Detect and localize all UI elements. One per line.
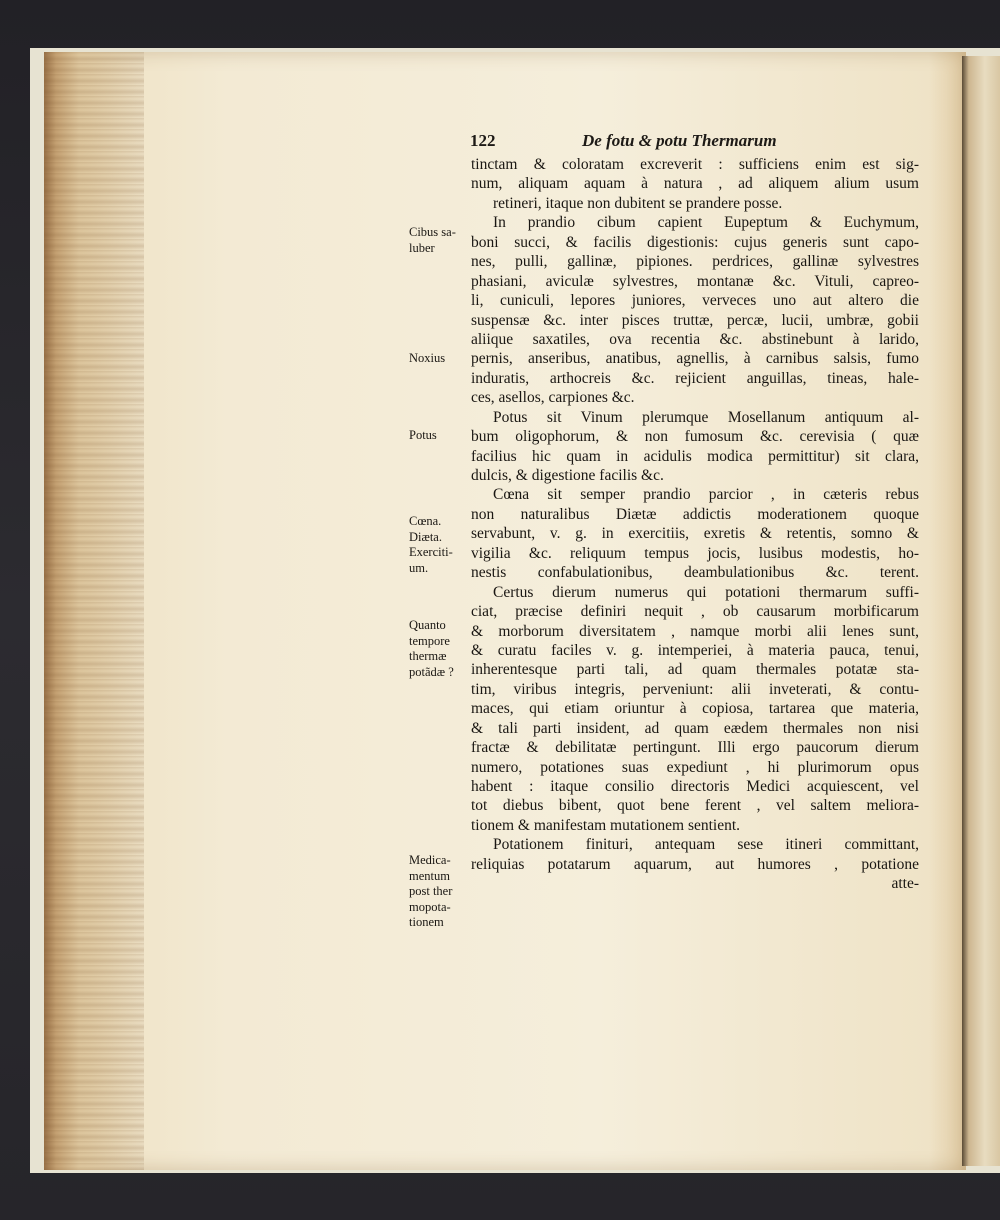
body-line: li, cuniculi, lepores juniores, verveces uno aut altero die bbox=[471, 292, 919, 310]
body-line: Potus sit Vinum plerumque Mosellanum antiquum al- bbox=[493, 408, 919, 426]
body-line: induratis, arthocreis &c. rejicient anguillas, tineas, hale- bbox=[471, 369, 919, 387]
facing-page-edge bbox=[962, 56, 1000, 1166]
body-line: boni succi, & facilis digestionis: cujus generis sunt capo- bbox=[471, 233, 919, 251]
body-line: tinctam & coloratam excreverit : sufficiens enim est sig- bbox=[471, 156, 919, 173]
margin-note-line: thermæ bbox=[409, 649, 447, 663]
margin-note-line: Cibus sa- bbox=[409, 225, 456, 239]
body-line: retineri, itaque non dubitent se prandere posse. bbox=[493, 194, 783, 212]
margin-note-medicamentum bbox=[409, 853, 471, 931]
body-line: Potationem finituri, antequam sese itineri committant, bbox=[493, 836, 919, 854]
running-head bbox=[470, 131, 930, 157]
body-line: facilius hic quam in acidulis modica permittitur) sit clara, bbox=[471, 447, 919, 465]
margin-note-coena bbox=[409, 514, 471, 576]
margin-note-potus bbox=[409, 428, 471, 444]
body-line: tionem & manifestam mutationem sentient. bbox=[471, 816, 741, 834]
margin-note-line: mentum bbox=[409, 868, 450, 883]
body-line: vigilia &c. reliquum tempus jocis, lusibus modestis, ho- bbox=[471, 544, 919, 562]
body-line: tot diebus bibent, quot bene ferent , vel saltem meliora- bbox=[471, 797, 919, 815]
body-line: habent : itaque consilio directoris Medici acquiescent, vel bbox=[471, 778, 919, 795]
margin-note-cibus bbox=[409, 225, 471, 256]
margin-note-line: tionem bbox=[409, 915, 444, 929]
body-line: pernis, anseribus, anatibus, agnellis, à carnibus salsis, fumo bbox=[471, 350, 919, 368]
margin-note-line: Cœna. bbox=[409, 514, 442, 528]
body-line: dulcis, & digestione facilis &c. bbox=[471, 467, 664, 484]
margin-note-line: mopota- bbox=[409, 899, 451, 914]
body-line: ces, asellos, carpiones &c. bbox=[471, 389, 635, 407]
body-line: In prandio cibum capient Eupeptum & Euchymum, bbox=[493, 214, 919, 232]
margin-note-line: Quanto bbox=[409, 618, 446, 632]
margin-note-line: potãdæ ? bbox=[409, 664, 454, 679]
margin-note-line: luber bbox=[409, 240, 435, 255]
margin-note-line: post ther bbox=[409, 884, 453, 898]
body-line: num, aliquam aquam à natura , ad aliquem alium usum bbox=[471, 175, 919, 193]
body-line: ciat, præcise definiri nequit , ob causarum morbificarum bbox=[471, 603, 919, 621]
page-number: 122 bbox=[470, 131, 496, 150]
worn-page-edge bbox=[44, 52, 144, 1170]
body-line: suspensæ &c. inter pisces truttæ, percæ, lucii, umbræ, gobii bbox=[471, 311, 919, 329]
body-line: servabunt, v. g. in exercitiis, exretis & retentis, somno & bbox=[471, 525, 919, 543]
margin-note-line: Diæta. bbox=[409, 529, 442, 544]
body-line: & tali parti insident, ad quam eædem thermales non nisi bbox=[471, 719, 919, 737]
body-line: reliquias potatarum aquarum, aut humores , potatione bbox=[471, 855, 919, 873]
body-line: aliique saxatiles, ova recentia &c. abstinebunt à larido, bbox=[471, 330, 919, 348]
body-line: bum oligophorum, & non fumosum &c. cerevisia ( quæ bbox=[471, 428, 919, 446]
margin-note-quanto bbox=[409, 618, 471, 680]
body-line: inherentesque parti tali, ad quam thermales potatæ sta- bbox=[471, 661, 919, 679]
catchword: atte- bbox=[891, 875, 919, 893]
margin-note-line: tempore bbox=[409, 633, 450, 648]
margin-note-line: Potus bbox=[409, 428, 437, 442]
body-line: & curatu faciles v. g. intemperiei, à materia pauca, tenui, bbox=[471, 641, 919, 659]
body-line: & morborum diversitatem , namque morbi alii lenes sunt, bbox=[471, 622, 919, 640]
body-line: maces, qui etiam oriuntur à copiosa, tartarea que materia, bbox=[471, 700, 919, 718]
body-line: Cœna sit semper prandio parcior , in cæteris rebus bbox=[493, 486, 919, 504]
body-line: phasiani, aviculæ sylvestres, montanæ &c. Vituli, capreo- bbox=[471, 272, 919, 290]
running-title: De fotu & potu Thermarum bbox=[582, 131, 777, 150]
body-line: non naturalibus Diætæ addictis moderationem quoque bbox=[471, 505, 919, 523]
body-text bbox=[471, 155, 919, 894]
body-line: nes, pulli, gallinæ, pipiones. perdrices, gallinæ sylvestres bbox=[471, 253, 919, 271]
body-line: fractæ & debilitatæ pertingunt. Illi ergo paucorum dierum bbox=[471, 739, 919, 757]
margin-note-noxius bbox=[409, 351, 471, 367]
body-line: tim, viribus integris, perveniunt: alii inveterati, & contu- bbox=[471, 680, 919, 698]
margin-note-line: um. bbox=[409, 560, 429, 575]
body-line: numero, potationes suas expediunt , hi plurimorum opus bbox=[471, 758, 919, 776]
margin-note-line: Exerciti- bbox=[409, 545, 453, 559]
margin-note-line: Noxius bbox=[409, 351, 446, 365]
body-line: Certus dierum numerus qui potationi thermarum suffi- bbox=[493, 583, 919, 601]
body-line: nestis confabulationibus, deambulationibus &c. terent. bbox=[471, 564, 919, 582]
margin-note-line: Medica- bbox=[409, 853, 451, 867]
